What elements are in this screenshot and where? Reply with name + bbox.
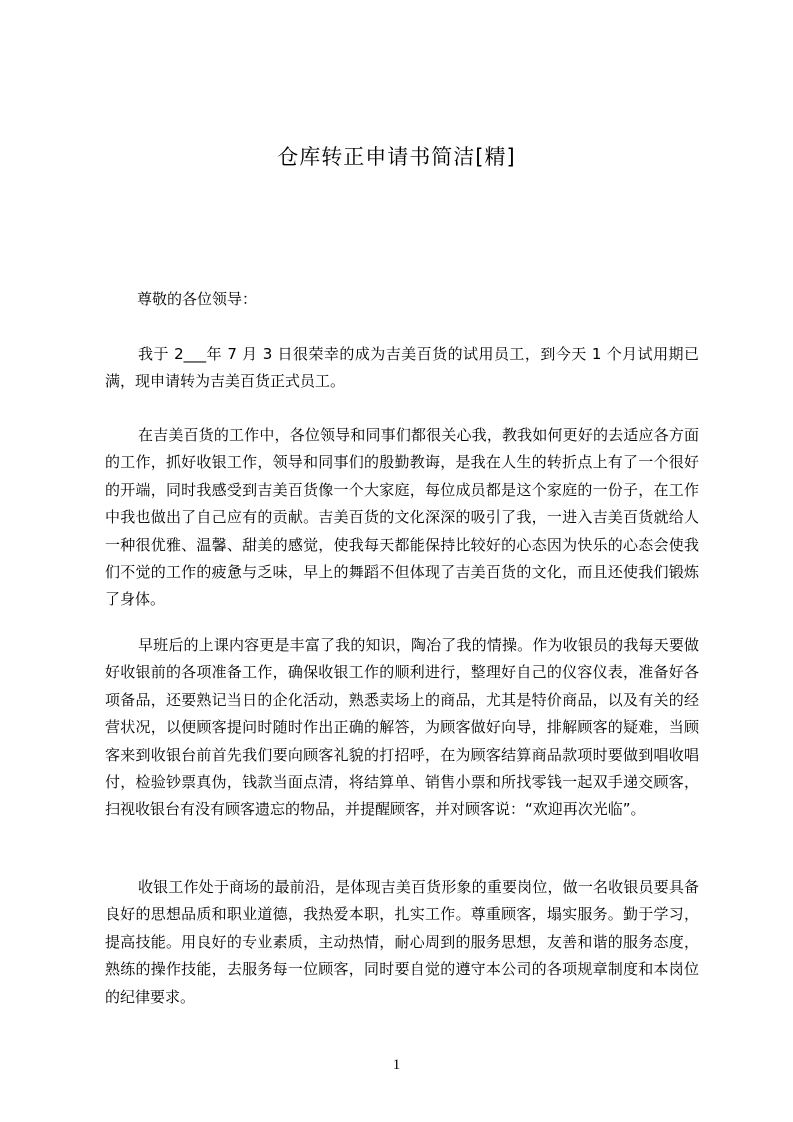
document-title: 仓库转正申请书简洁[精] <box>277 145 516 169</box>
paragraph-1: 我于 2___年 7 月 3 日很荣幸的成为吉美百货的试用员工，到今天 1 个月试用期已满，现申请转为吉美百货正式员工。 <box>105 345 699 391</box>
greeting: 尊敬的各位领导： <box>137 290 258 308</box>
page-number: 1 <box>392 1057 401 1073</box>
paragraph-3: 早班后的上课内容更是丰富了我的知识，陶冶了我的情操。作为收银员的我每天要做好收银前的各项准备工作，确保收银工作的顺利进行，整理好自己的仪容仪表，准备好各项备品，还要熟记当日的企化活动，熟悉卖场上的商品，尤其是特价商品，以及有关的经营状况，以便顾客提问时随时作出正确的解答，为顾客做好向导，排解顾客的疑难，当顾客来到收银台前首先我们要向顾客礼貌的打招呼，在为顾客结算商品款项时要做到唱收唱付，检验钞票真伪，钱款当面点清，将结算单、销售小票和所找零钱一起双手递交顾客，扫视收银台有没有顾客遗忘的物品，并提醒顾客，并对顾客说：“欢迎再次光临”。 <box>105 636 699 819</box>
paragraph-4: 收银工作处于商场的最前沿，是体现吉美百货形象的重要岗位，做一名收银员要具备良好的思想品质和职业道德，我热爱本职，扎实工作。尊重顾客，塌实服务。勤于学习，提高技能。用良好的专业素质，主动热情，耐心周到的服务思想，友善和谐的服务态度，熟练的操作技能，去服务每一位顾客，同时要自觉的遵守本公司的各项规章制度和本岗位的纪律要求。 <box>105 878 699 1006</box>
paragraph-2: 在吉美百货的工作中，各位领导和同事们都很关心我，教我如何更好的去适应各方面的工作，抓好收银工作，领导和同事们的殷勤教诲，是我在人生的转折点上有了一个很好的开端，同时我感受到吉美百货像一个大家庭，每位成员都是这个家庭的一份子，在工作中我也做出了自己应有的贡献。吉美百货的文化深深的吸引了我，一进入吉美百货就给人一种很优雅、温馨、甜美的感觉，使我每天都能保持比较好的心态因为快乐的心态会使我们不觉的工作的疲惫与乏味，早上的舞蹈不但体现了吉美百货的文化，而且还使我们锻炼了身体。 <box>105 426 699 609</box>
